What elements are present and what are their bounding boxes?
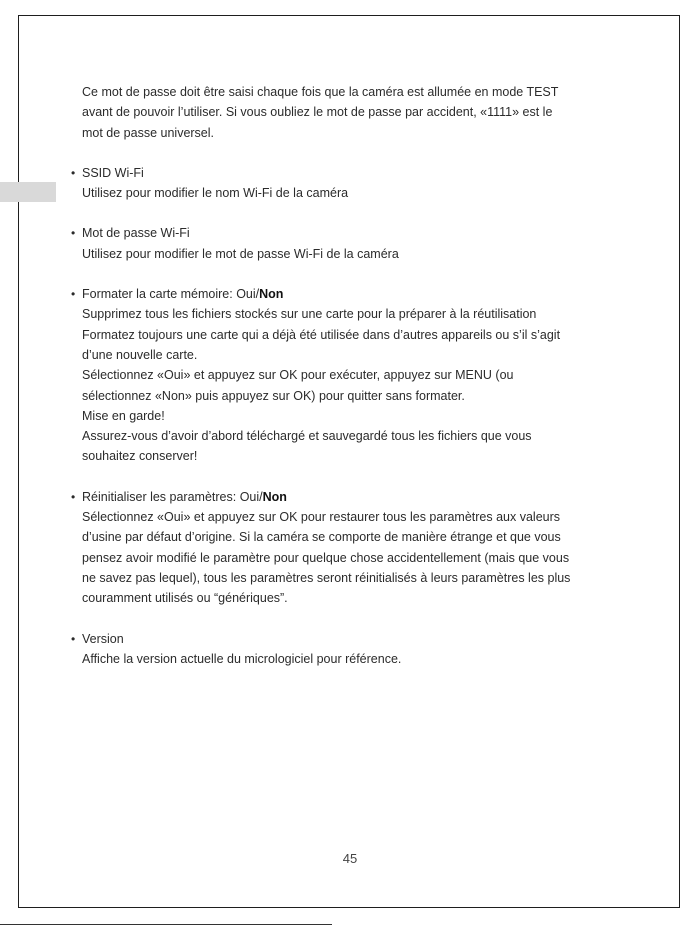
section-line: Mise en garde! <box>82 408 165 423</box>
bullet-icon: • <box>71 165 76 180</box>
section-title: Mot de passe Wi-Fi <box>82 226 190 241</box>
bullet-icon: • <box>71 287 76 302</box>
section-title-text: Formater la carte mémoire: Oui/ <box>82 287 260 302</box>
intro-line: avant de pouvoir l’utiliser. Si vous oubliez le mot de passe par accident, «1111» est le <box>82 105 553 120</box>
section-title <box>82 487 617 507</box>
bullet-icon: • <box>71 489 76 504</box>
section-version <box>71 629 617 670</box>
section-reset <box>71 487 617 609</box>
section-ssid <box>71 163 617 204</box>
section-line: Sélectionnez «Oui» et appuyez sur OK pour restaurer tous les paramètres aux valeurs <box>82 510 561 525</box>
side-tab-marker <box>0 182 56 202</box>
section-line: pensez avoir modifié le paramètre pour quelque chose accidentellement (mais que vous <box>82 550 570 565</box>
section-line: Utilisez pour modifier le mot de passe Wi-Fi de la caméra <box>82 246 399 261</box>
section-line: d’une nouvelle carte. <box>82 347 198 362</box>
section-title: SSID Wi-Fi <box>82 165 144 180</box>
intro-line: Ce mot de passe doit être saisi chaque fois que la caméra est allumée en mode TEST <box>82 85 559 99</box>
section-line: couramment utilisés ou “génériques”. <box>82 591 288 606</box>
intro-line: mot de passe universel. <box>82 125 215 140</box>
section-title-bold: Non <box>259 287 284 302</box>
section-line: Formatez toujours une carte qui a déjà été utilisée dans d’autres appareils ou s’il s’agit <box>82 327 561 342</box>
section-line: Utilisez pour modifier le nom Wi-Fi de la caméra <box>82 186 349 201</box>
intro-paragraph <box>82 82 617 143</box>
section-line: Supprimez tous les fichiers stockés sur une carte pour la préparer à la réutilisation <box>82 307 537 322</box>
bullet-icon: • <box>71 631 76 646</box>
section-line: ne savez pas lequel), tous les paramètres seront réinitialisés à leurs paramètres les plus <box>82 570 571 585</box>
bullet-icon: • <box>71 226 76 241</box>
section-title: Version <box>82 631 124 646</box>
section-title-bold: Non <box>262 489 287 504</box>
section-line: souhaitez conserver! <box>82 449 198 464</box>
section-password <box>71 223 617 264</box>
section-title <box>82 284 617 304</box>
bottom-rule <box>0 924 332 925</box>
section-line: sélectionnez «Non» puis appuyez sur OK) pour quitter sans formater. <box>82 388 465 403</box>
document-body <box>71 82 617 669</box>
section-line: Affiche la version actuelle du micrologiciel pour référence. <box>82 651 402 666</box>
page-number: 45 <box>342 851 358 866</box>
section-line: Sélectionnez «Oui» et appuyez sur OK pour exécuter, appuyez sur MENU (ou <box>82 368 514 383</box>
section-title-text: Réinitialiser les paramètres: Oui/ <box>82 489 263 504</box>
section-format <box>71 284 617 467</box>
section-line: d’usine par défaut d’origine. Si la caméra se comporte de manière étrange et que vous <box>82 530 561 545</box>
section-line: Assurez-vous d’avoir d’abord téléchargé et sauvegardé tous les fichiers que vous <box>82 429 532 444</box>
